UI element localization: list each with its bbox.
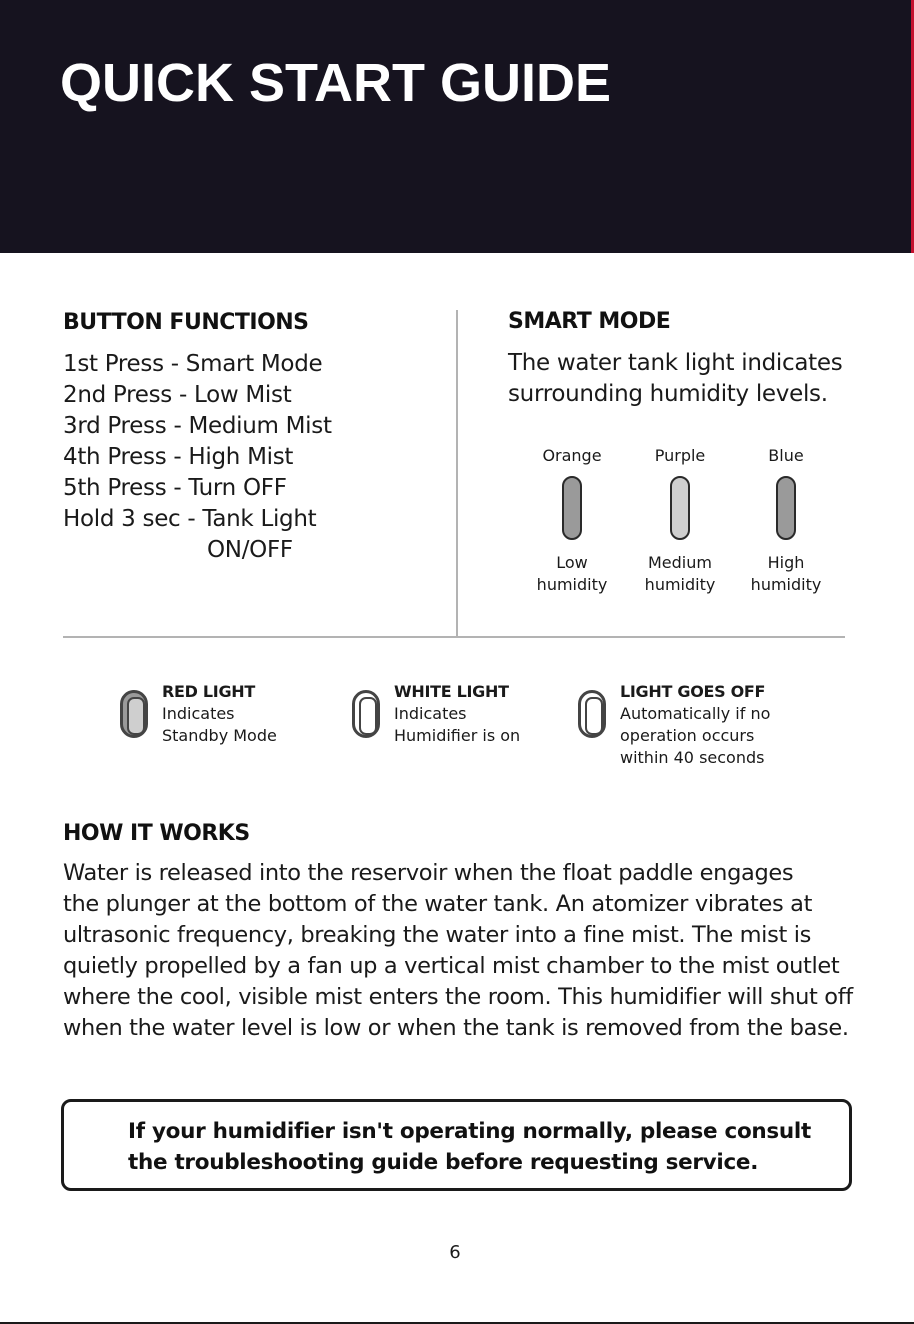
note-text — [128, 1116, 811, 1178]
indicator-color-name: Purple — [654, 446, 706, 465]
light-desc-line: Humidifier is on — [394, 726, 521, 745]
light-desc-line: Indicates — [394, 704, 467, 723]
paragraph-line: the plunger at the bottom of the water tank. An atomizer vibrates at — [63, 891, 813, 917]
paragraph-line: Water is released into the reservoir when the float paddle engages — [63, 860, 794, 886]
light-description — [162, 703, 277, 747]
level-line: humidity — [536, 575, 608, 594]
light-title: RED LIGHT — [162, 682, 255, 701]
level-line: Low — [556, 553, 588, 572]
level-line: humidity — [750, 575, 822, 594]
light-title: WHITE LIGHT — [394, 682, 509, 701]
list-item: Hold 3 sec - Tank Light — [63, 506, 317, 532]
indicator-color-name: Orange — [542, 446, 602, 465]
smart-mode-line: surrounding humidity levels. — [508, 381, 828, 407]
note-line: the troubleshooting guide before requesting service. — [128, 1150, 759, 1175]
list-item: 1st Press - Smart Mode — [63, 351, 323, 377]
button-functions-list — [63, 349, 332, 566]
how-it-works-heading: HOW IT WORKS — [63, 821, 250, 846]
list-item: ON/OFF — [207, 537, 293, 563]
page-number: 6 — [449, 1242, 461, 1263]
paragraph-line: quietly propelled by a fan up a vertical mist chamber to the mist outlet — [63, 953, 840, 979]
paragraph-line: when the water level is low or when the tank is removed from the base. — [63, 1015, 849, 1041]
tank-light-icon — [670, 476, 690, 540]
light-desc-line: Indicates — [162, 704, 235, 723]
indicator-level — [731, 552, 841, 596]
paragraph-line: ultrasonic frequency, breaking the water into a fine mist. The mist is — [63, 922, 812, 948]
troubleshooting-note — [61, 1099, 852, 1191]
header-banner — [0, 0, 914, 253]
light-desc-line: Automatically if no — [620, 704, 771, 723]
list-item: 5th Press - Turn OFF — [63, 475, 287, 501]
indicator-level — [625, 552, 735, 596]
light-desc-line: within 40 seconds — [620, 748, 765, 767]
list-item: 3rd Press - Medium Mist — [63, 413, 332, 439]
level-line: humidity — [644, 575, 716, 594]
light-description — [620, 703, 770, 769]
light-desc-line: operation occurs — [620, 726, 755, 745]
paragraph-line: where the cool, visible mist enters the room. This humidifier will shut off — [63, 984, 853, 1010]
light-desc-line: Standby Mode — [162, 726, 277, 745]
how-it-works-text — [63, 858, 873, 1044]
lamp-outline-icon — [352, 690, 380, 738]
note-line: If your humidifier isn't operating normally, please consult — [128, 1119, 811, 1144]
smart-mode-description — [508, 348, 868, 410]
light-description — [394, 703, 520, 747]
list-item: 4th Press - High Mist — [63, 444, 294, 470]
horizontal-divider — [63, 636, 845, 638]
indicator-level — [517, 552, 627, 596]
lamp-filled-icon — [120, 690, 148, 738]
level-line: Medium — [648, 553, 712, 572]
level-line: High — [767, 553, 805, 572]
indicator-orange — [517, 446, 627, 596]
vertical-divider — [456, 310, 458, 636]
tank-light-icon — [562, 476, 582, 540]
smart-mode-heading: SMART MODE — [508, 309, 671, 334]
lamp-outline-icon — [578, 690, 606, 738]
page-title: QUICK START GUIDE — [60, 53, 611, 113]
indicator-blue — [731, 446, 841, 596]
tank-light-icon — [776, 476, 796, 540]
list-item: 2nd Press - Low Mist — [63, 382, 292, 408]
button-functions-heading: BUTTON FUNCTIONS — [63, 310, 309, 335]
smart-mode-line: The water tank light indicates — [508, 350, 843, 376]
light-title: LIGHT GOES OFF — [620, 682, 766, 701]
indicator-purple — [625, 446, 735, 596]
indicator-color-name: Blue — [768, 446, 804, 465]
